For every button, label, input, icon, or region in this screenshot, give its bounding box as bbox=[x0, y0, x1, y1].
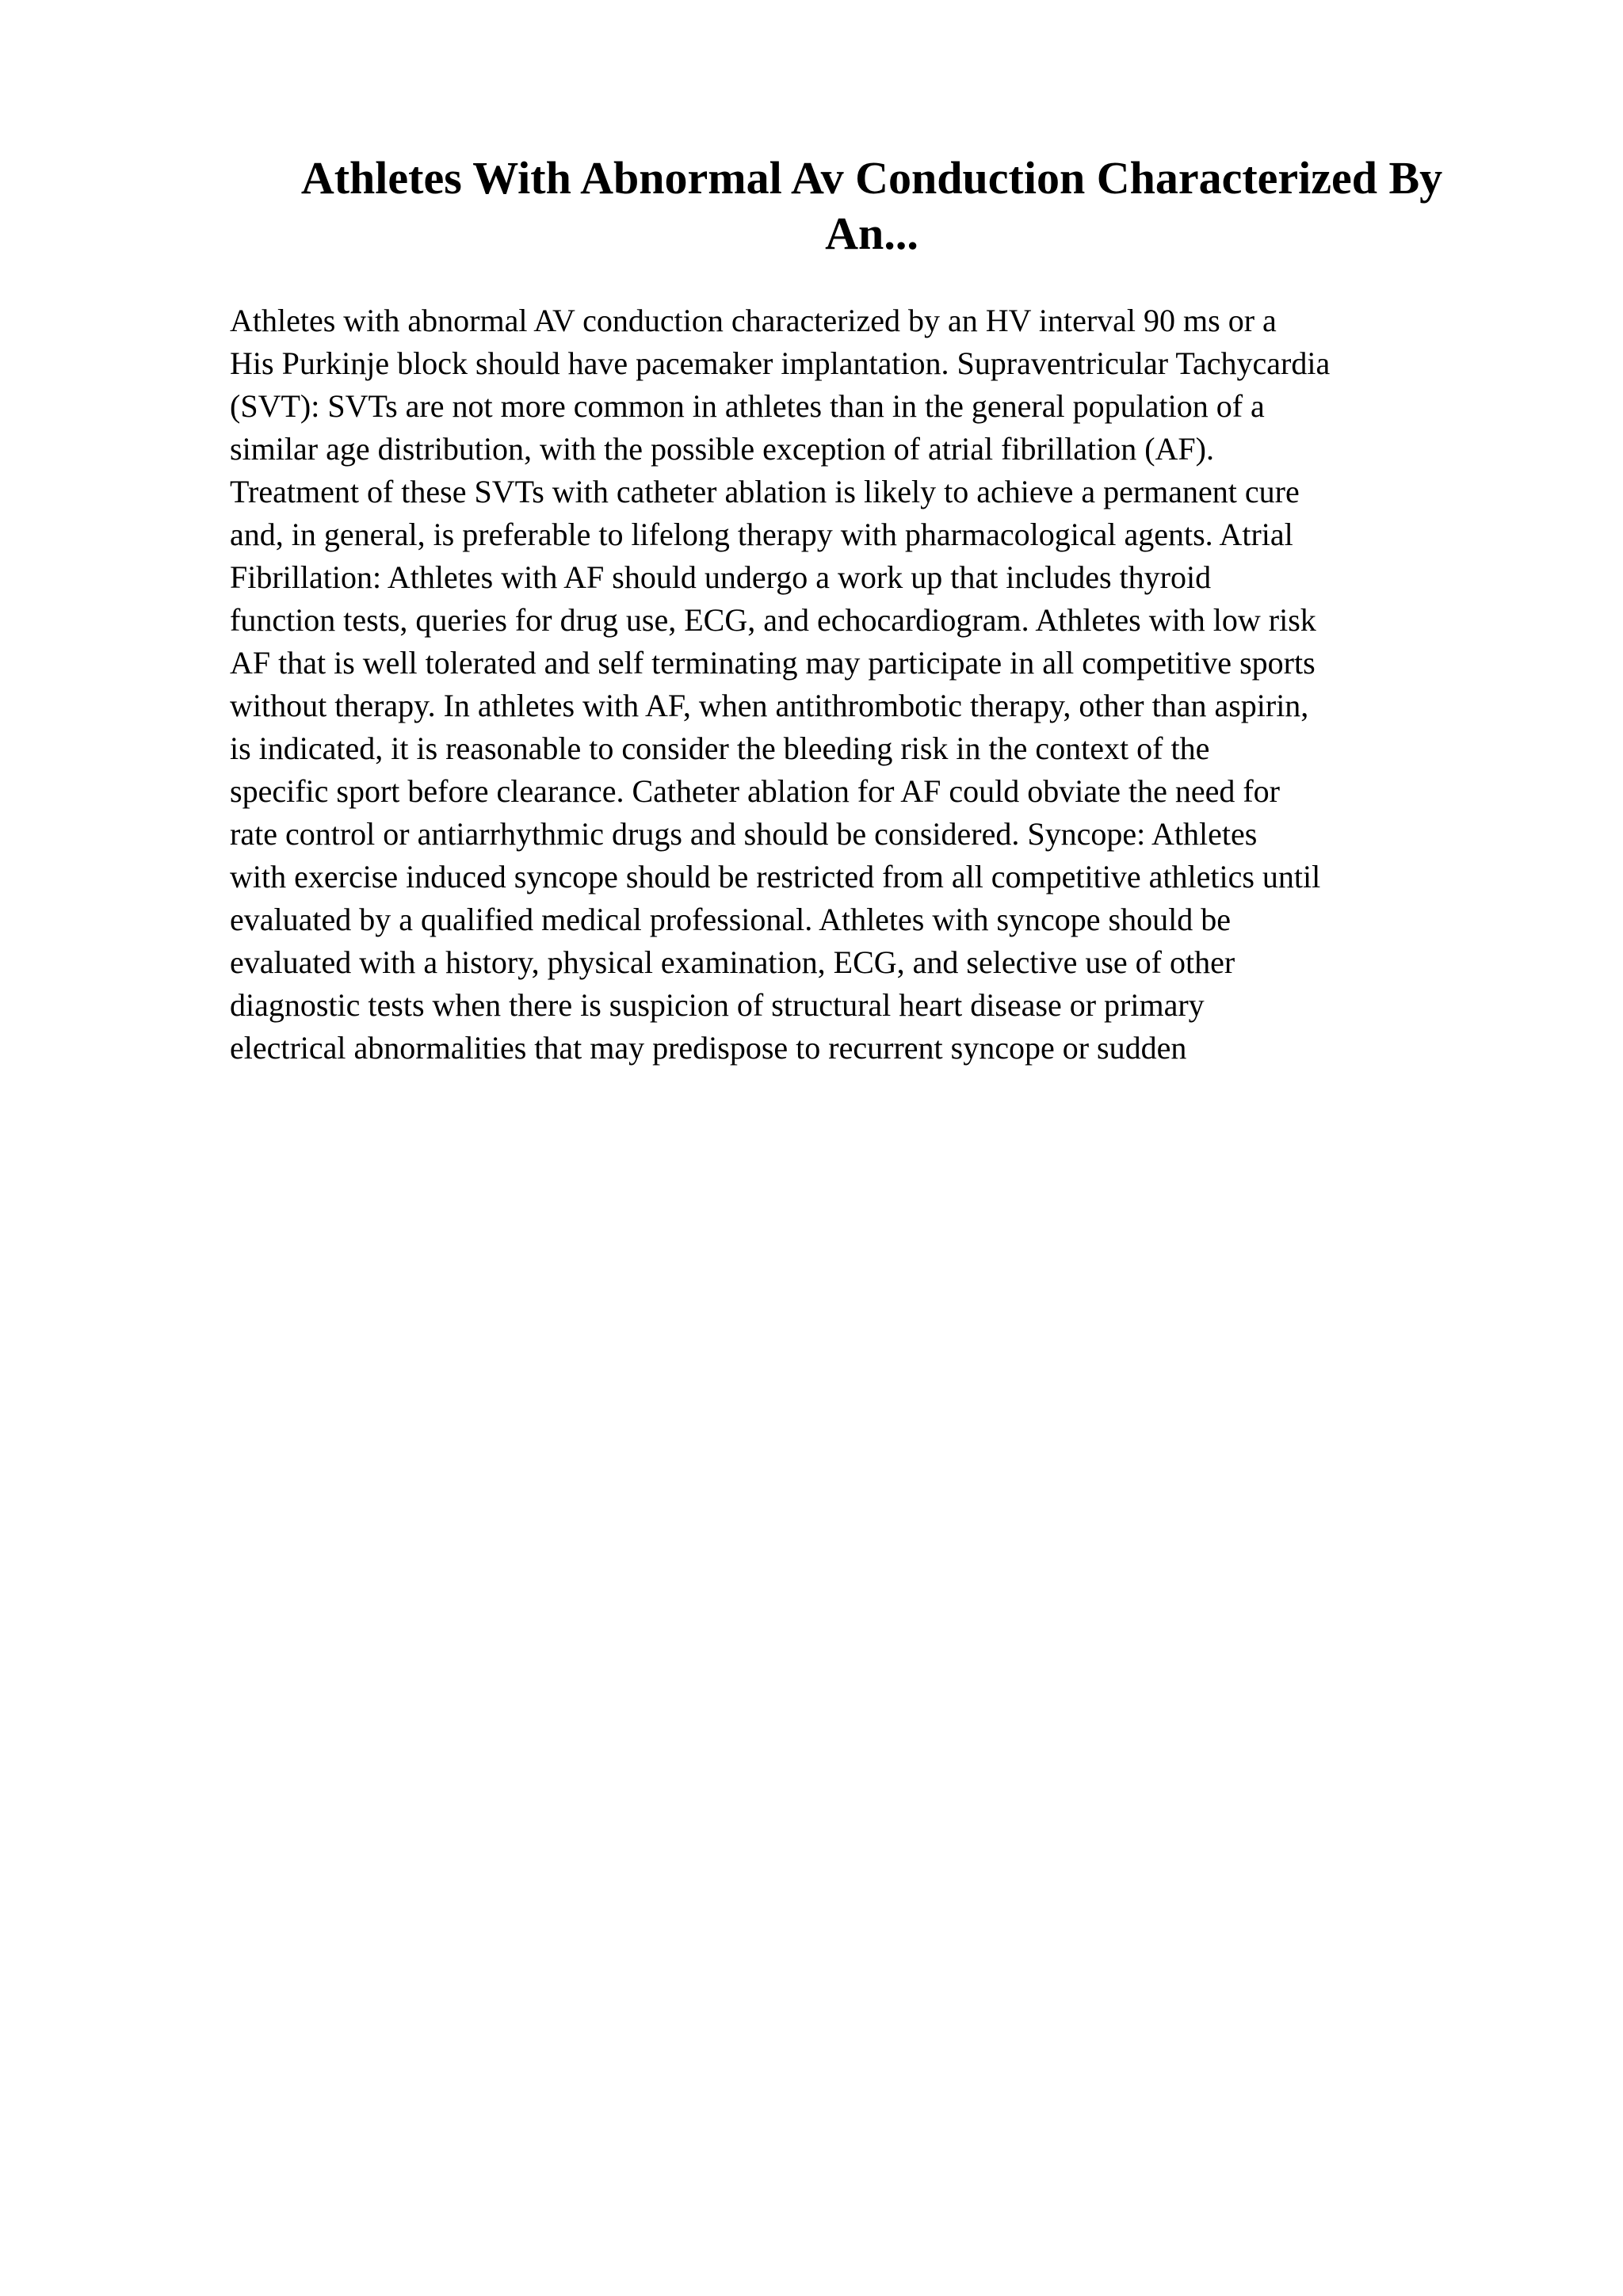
body-line: rate control or antiarrhythmic drugs and should be considered. Syncope: Athletes bbox=[230, 816, 1258, 852]
title-line-2: An... bbox=[825, 208, 918, 259]
body-line: similar age distribution, with the possible exception of atrial fibrillation (AF). bbox=[230, 431, 1214, 467]
body-line: evaluated with a history, physical examination, ECG, and selective use of other bbox=[230, 944, 1235, 980]
document-title bbox=[230, 151, 1514, 261]
body-line: and, in general, is preferable to lifelong therapy with pharmacological agents. Atrial bbox=[230, 517, 1293, 552]
body-line: with exercise induced syncope should be restricted from all competitive athletics until bbox=[230, 859, 1321, 894]
body-line: Treatment of these SVTs with catheter ablation is likely to achieve a permanent cure bbox=[230, 474, 1300, 509]
body-line: function tests, queries for drug use, ECG, and echocardiogram. Athletes with low risk bbox=[230, 602, 1316, 638]
body-line: specific sport before clearance. Catheter ablation for AF could obviate the need for bbox=[230, 773, 1280, 809]
body-line: (SVT): SVTs are not more common in athletes than in the general population of a bbox=[230, 388, 1265, 424]
body-line: is indicated, it is reasonable to consider the bleeding risk in the context of the bbox=[230, 730, 1210, 766]
body-line: AF that is well tolerated and self terminating may participate in all competitive sports bbox=[230, 645, 1316, 681]
title-line-1: Athletes With Abnormal Av Conduction Characterized By bbox=[300, 152, 1443, 204]
document-body bbox=[230, 299, 1514, 1070]
body-line: evaluated by a qualified medical professional. Athletes with syncope should be bbox=[230, 902, 1231, 937]
body-line: Athletes with abnormal AV conduction characterized by an HV interval 90 ms or a bbox=[230, 303, 1277, 338]
body-line: diagnostic tests when there is suspicion of structural heart disease or primary bbox=[230, 987, 1205, 1023]
body-line: His Purkinje block should have pacemaker implantation. Supraventricular Tachycardia bbox=[230, 345, 1331, 381]
body-line: Fibrillation: Athletes with AF should undergo a work up that includes thyroid bbox=[230, 559, 1212, 595]
body-line: without therapy. In athletes with AF, when antithrombotic therapy, other than aspirin, bbox=[230, 688, 1309, 723]
body-line: electrical abnormalities that may predispose to recurrent syncope or sudden bbox=[230, 1030, 1187, 1066]
